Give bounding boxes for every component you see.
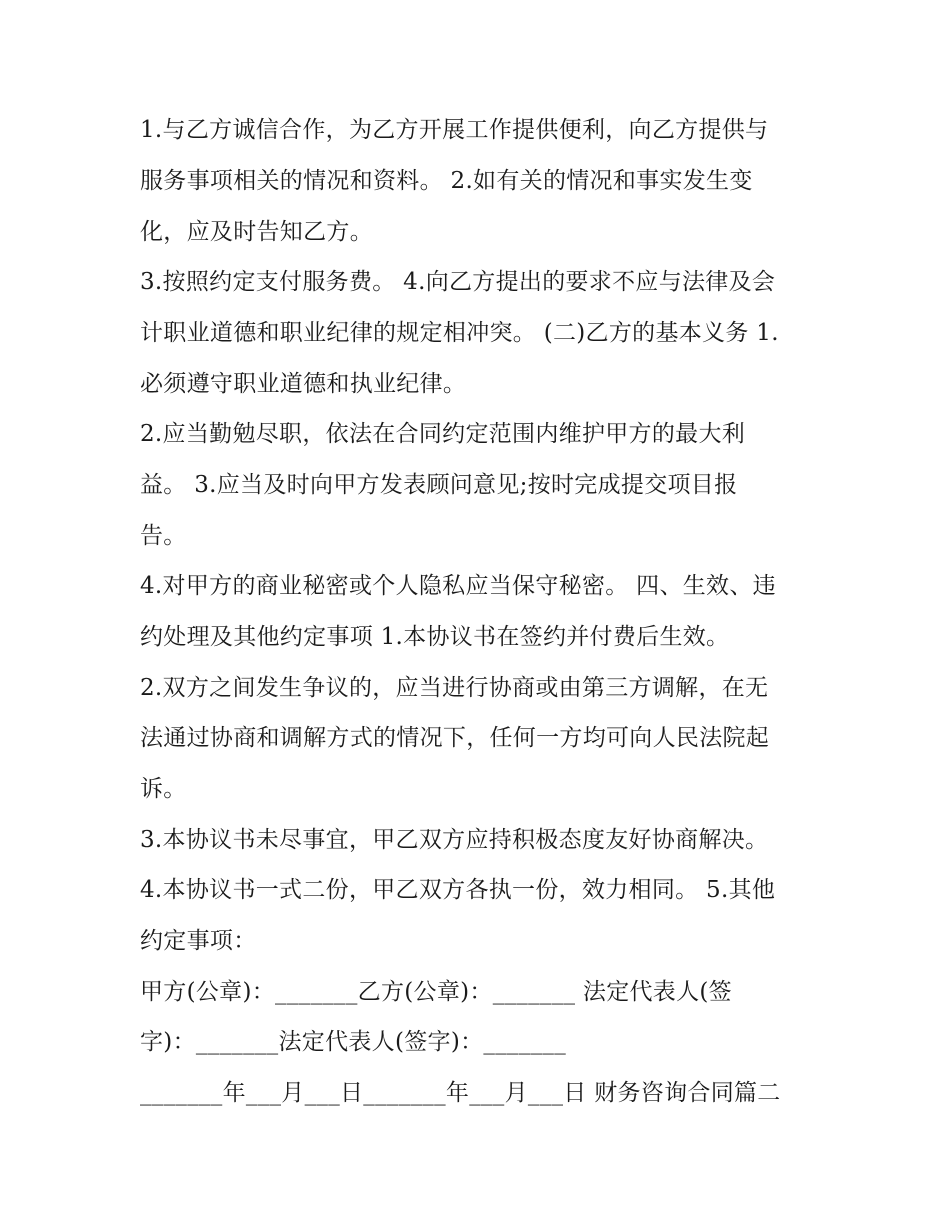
text-line: 必须遵守职业道德和执业纪律。: [140, 371, 467, 397]
text-line: 3.本协议书未尽事宜，甲乙双方应持积极态度友好协商解决。: [140, 827, 769, 853]
text-line: 4.对甲方的商业秘密或个人隐私应当保守秘密。 四、生效、违: [140, 573, 776, 599]
text-line: 化，应及时告知乙方。: [140, 219, 373, 245]
text-line: 约处理及其他约定事项 1.本协议书在签约并付费后生效。: [140, 624, 730, 650]
text-line: 告。: [140, 523, 187, 549]
text-line: 诉。: [140, 776, 187, 802]
text-line: 益。 3.应当及时向甲方发表顾问意见;按时完成提交项目报: [140, 472, 738, 498]
text-line: 4.本协议书一式二份，甲乙双方各执一份，效力相同。 5.其他: [140, 877, 776, 903]
text-line: 约定事项：: [140, 928, 257, 954]
text-line: 法通过协商和调解方式的情况下，任何一方均可向人民法院起: [140, 725, 770, 751]
text-line: 服务事项相关的情况和资料。 2.如有关的情况和事实发生变: [140, 168, 753, 194]
text-line: 2.双方之间发生争议的，应当进行协商或由第三方调解，在无: [140, 675, 769, 701]
signature-line: 字)：_______法定代表人(签字)：_______: [140, 1029, 567, 1055]
signature-line: 甲方(公章)：_______乙方(公章)：_______ 法定代表人(签: [140, 979, 732, 1005]
date-line: _______年___月___日_______年___月___日 财务咨询合同篇二: [140, 1080, 781, 1106]
text-line: 2.应当勤勉尽职，依法在合同约定范围内维护甲方的最大利: [140, 421, 746, 447]
text-line: 3.按照约定支付服务费。 4.向乙方提出的要求不应与法律及会: [140, 269, 776, 295]
text-line: 计职业道德和职业纪律的规定相冲突。 (二)乙方的基本义务 1.: [140, 320, 779, 346]
text-line: 1.与乙方诚信合作，为乙方开展工作提供便利，向乙方提供与: [140, 117, 769, 143]
